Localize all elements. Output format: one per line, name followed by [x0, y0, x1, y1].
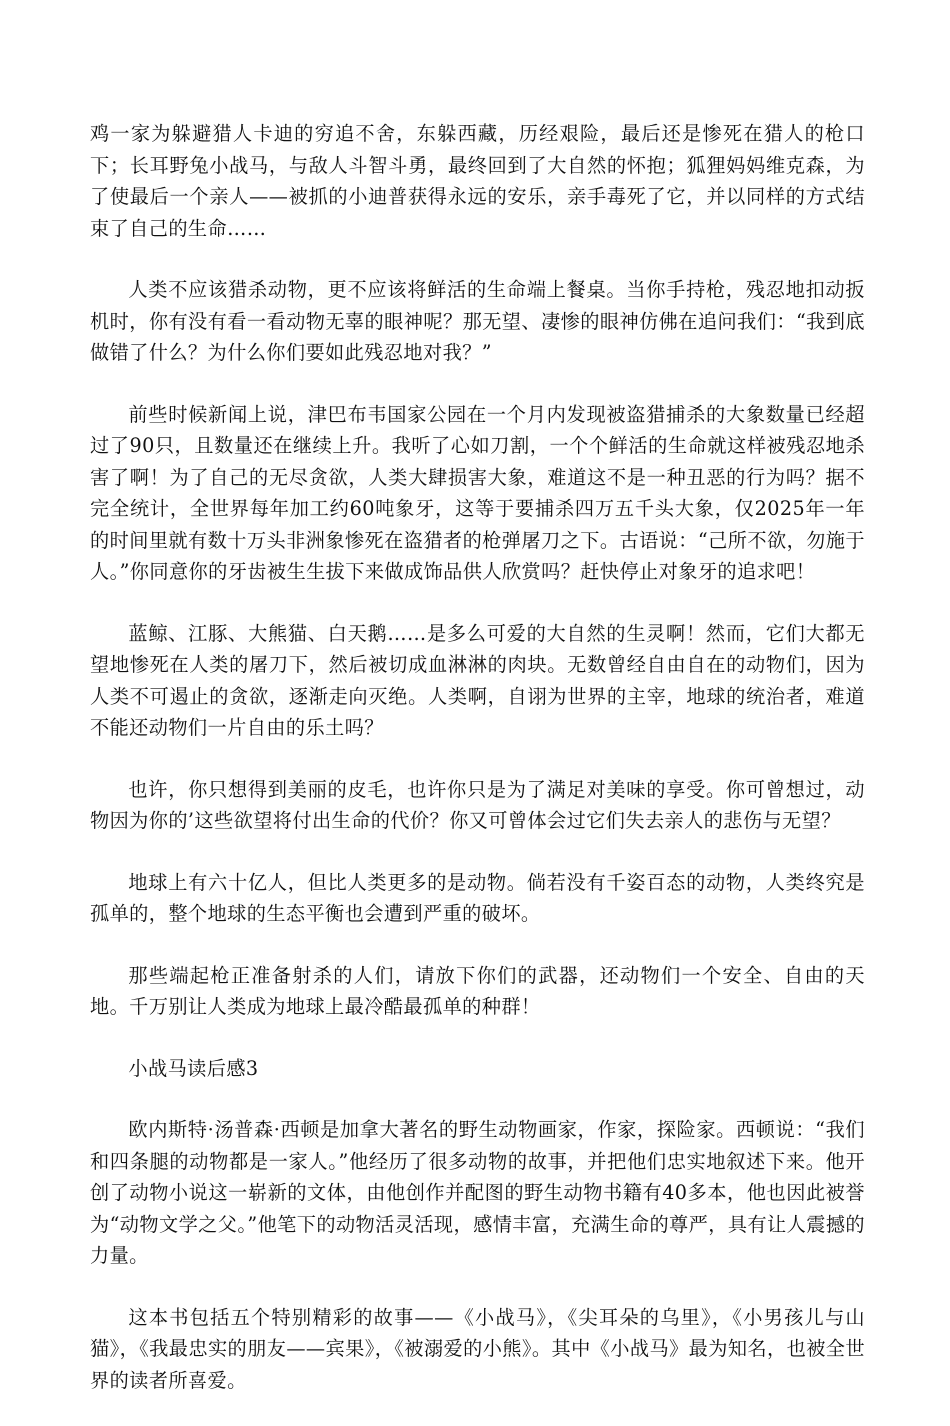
paragraph-9: 这本书包括五个特别精彩的故事——《小战马》，《尖耳朵的乌里》，《小男孩儿与山猫》，《我最忠实的朋友——宾果》，《被溺爱的小熊》。其中《小战马》最为知名，也被全世界的读者所喜爱。 — [90, 1305, 865, 1392]
paragraph-3: 前些时候新闻上说，津巴布韦国家公园在一个月内发现被盗猎捕杀的大象数量已经超过了90只，且数量还在继续上升。我听了心如刀割，一个个鲜活的生命就这样被残忍地杀害了啊！为了自己的无尽贪欲，人类大肆损害大象，难道这不是一种丑恶的行为吗？据不完全统计，全世界每年加工约60吨象牙，这等于要捕杀四万五千头大象，仅2025年一年的时间里就有数十万头非洲象惨死在盗猎者的枪弹屠刀之下。古语说：“己所不欲，勿施于人。”你同意你的牙齿被生生拔下来做成饰品供人欣赏吗？赶快停止对象牙的追求吧！ — [90, 402, 865, 583]
paragraph-1: 鸡一家为躲避猎人卡迪的穷追不舍，东躲西藏，历经艰险，最后还是惨死在猎人的枪口下；长耳野兔小战马，与敌人斗智斗勇，最终回到了大自然的怀抱；狐狸妈妈维克森，为了使最后一个亲人——被抓的小迪普获得永远的安乐，亲手毒死了它，并以同样的方式结束了自己的生命…… — [90, 122, 865, 240]
paragraph-5: 也许，你只想得到美丽的皮毛，也许你只是为了满足对美味的享受。你可曾想过，动物因为你的’这些欲望将付出生命的代价？你又可曾体会过它们失去亲人的悲伤与无望？ — [90, 777, 865, 832]
section-heading: 小战马读后感3 — [128, 1056, 259, 1080]
paragraph-4: 蓝鲸、江豚、大熊猫、白天鹅……是多么可爱的大自然的生灵啊！然而，它们大都无望地惨死在人类的屠刀下，然后被切成血淋淋的肉块。无数曾经自由自在的动物们，因为人类不可遏止的贪欲，逐渐走向灭绝。人类啊，自诩为世界的主宰，地球的统治者，难道不能还动物们一片自由的乐土吗？ — [90, 621, 865, 739]
paragraph-7: 那些端起枪正准备射杀的人们，请放下你们的武器，还动物们一个安全、自由的天地。千万别让人类成为地球上最冷酷最孤单的种群！ — [90, 963, 865, 1018]
paragraph-2: 人类不应该猎杀动物，更不应该将鲜活的生命端上餐桌。当你手持枪，残忍地扣动扳机时，你有没有看一看动物无辜的眼神呢？那无望、凄惨的眼神仿佛在追问我们：“我到底做错了什么？为什么你们要如此残忍地对我？” — [90, 278, 865, 364]
document-page — [90, 118, 865, 1426]
paragraph-8: 欧内斯特·汤普森·西顿是加拿大著名的野生动物画家，作家，探险家。西顿说：“我们和四条腿的动物都是一家人。”他经历了很多动物的故事，并把他们忠实地叙述下来。他开创了动物小说这一崭新的文体，由他创作并配图的野生动物书籍有40多本，他也因此被誉为“动物文学之父。”他笔下的动物活灵活现，感情丰富，充满生命的尊严，具有让人震撼的力量。 — [90, 1118, 865, 1267]
paragraph-6: 地球上有六十亿人，但比人类更多的是动物。倘若没有千姿百态的动物，人类终究是孤单的，整个地球的生态平衡也会遭到严重的破坏。 — [90, 870, 865, 925]
